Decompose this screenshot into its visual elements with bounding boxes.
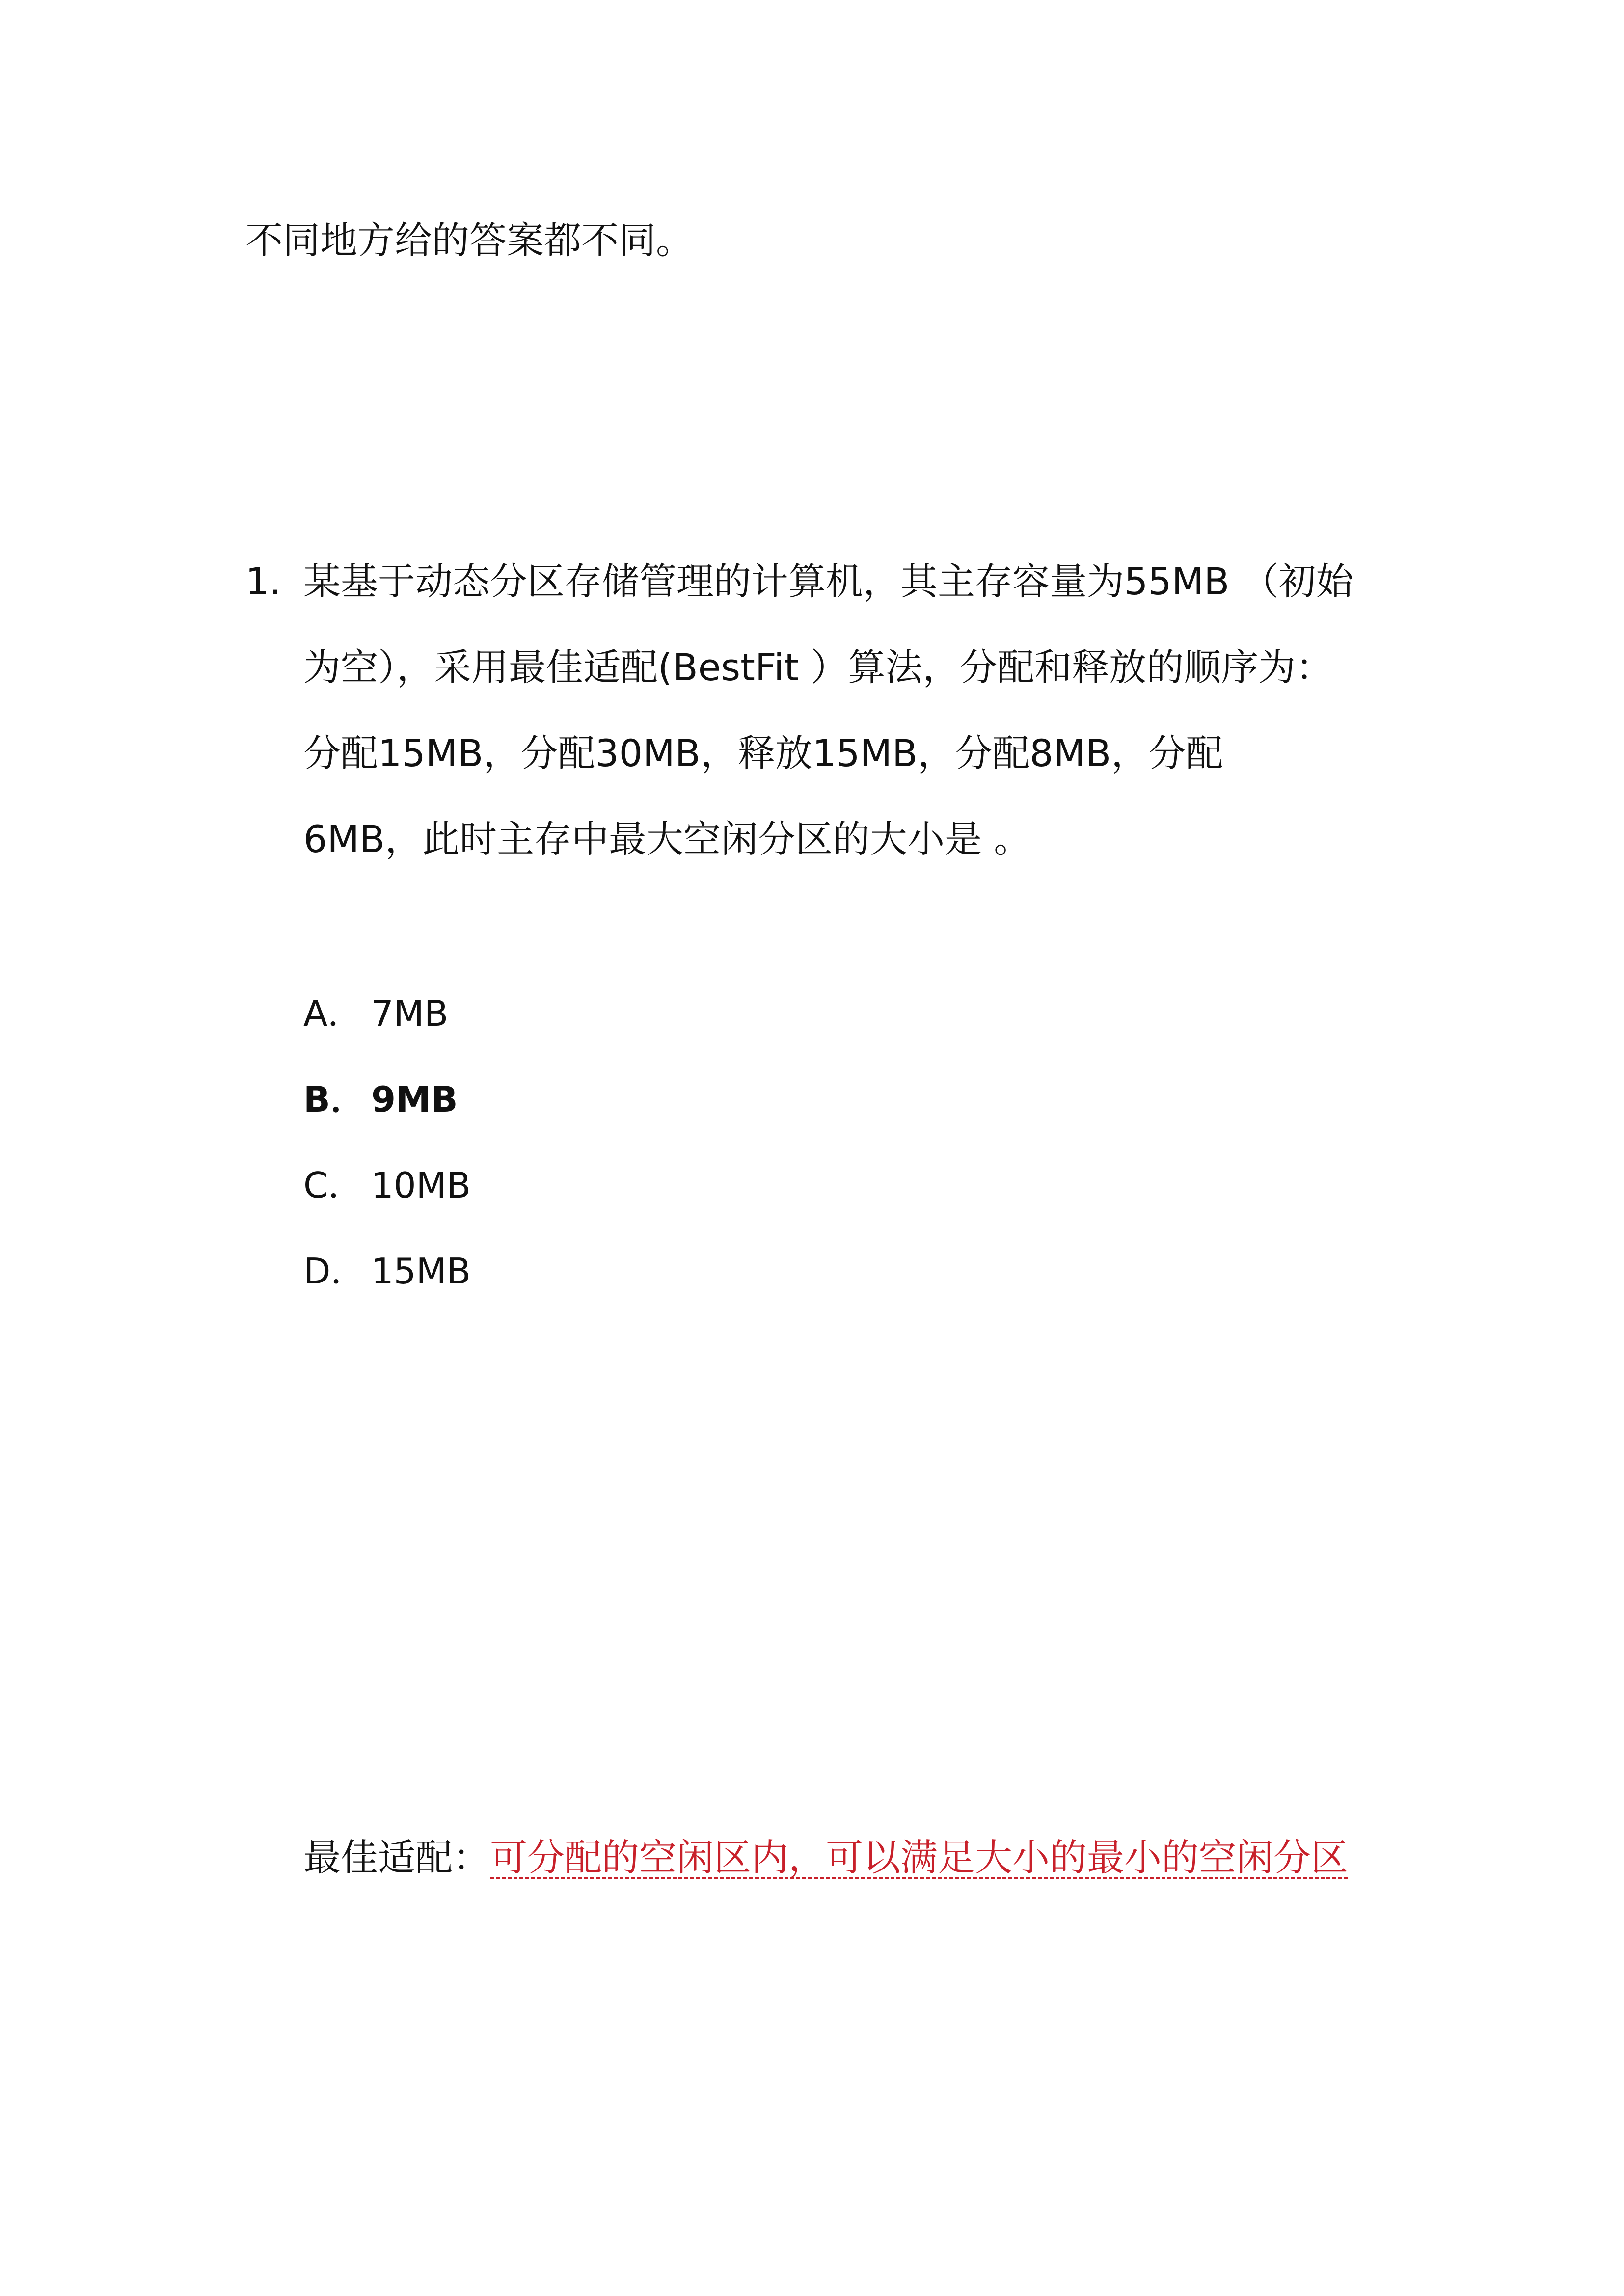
option-b: [303, 1075, 458, 1124]
option-a: [303, 989, 448, 1038]
note-label: 最佳适配：: [303, 1836, 490, 1879]
option-text: 15MB: [371, 1251, 471, 1292]
option-c: [303, 1161, 471, 1210]
option-d: [303, 1247, 471, 1296]
question-line-3: 分配15MB，分配30MB，释放15MB，分配8MB，分配: [303, 731, 1223, 775]
option-text: 9MB: [371, 1079, 458, 1120]
best-fit-note: [303, 1833, 1348, 1882]
option-text: 7MB: [371, 993, 449, 1034]
intro-text: 不同地方给的答案都不同。: [245, 218, 693, 262]
question-line-1: 某基于动态分区存储管理的计算机，其主存容量为55MB （初始: [303, 560, 1353, 603]
question-line-4: 6MB，此时主存中最大空闲分区的大小是 。: [303, 817, 1031, 861]
option-text: 10MB: [371, 1165, 471, 1206]
option-letter: B．: [303, 1079, 366, 1120]
option-letter: C．: [303, 1165, 364, 1206]
option-letter: D．: [303, 1251, 366, 1292]
note-definition: 可分配的空闲区内，可以满足大小的最小的空闲分区: [490, 1836, 1348, 1879]
question-number: 1.: [245, 560, 281, 603]
option-letter: A．: [303, 993, 363, 1034]
question-line-2: 为空），采用最佳适配(BestFit ）算法，分配和释放的顺序为：: [303, 645, 1333, 689]
